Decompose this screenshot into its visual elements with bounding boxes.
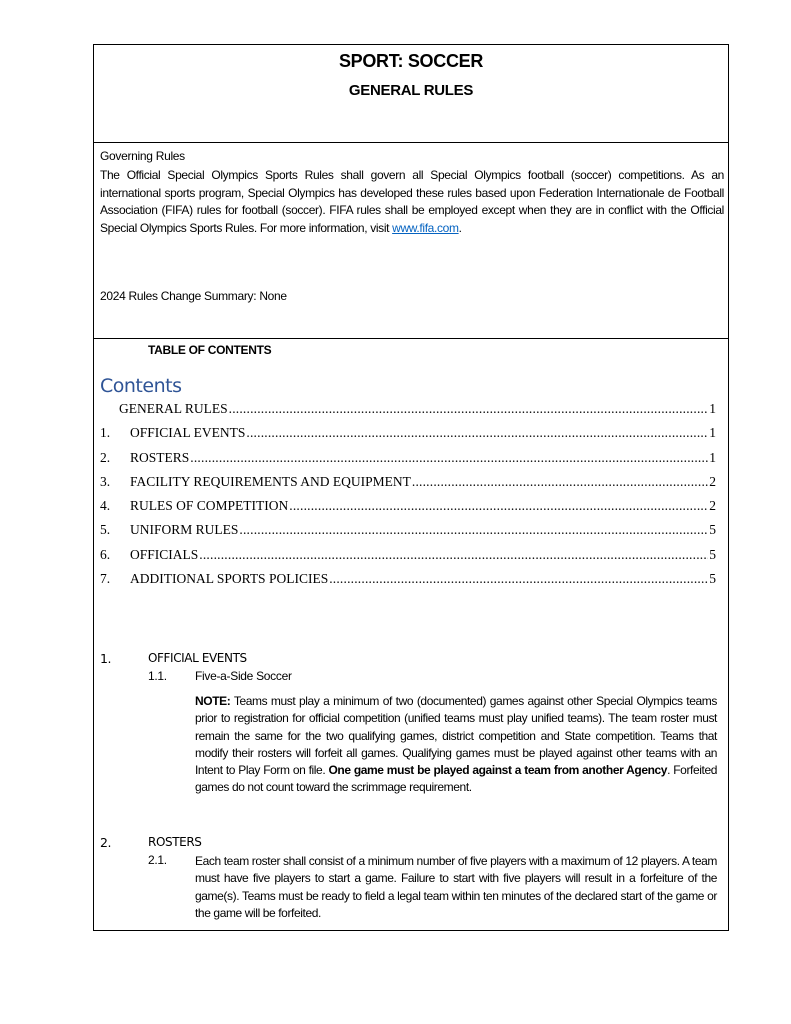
toc-entry-label: GENERAL RULES [119, 401, 228, 416]
toc-entry-label: ADDITIONAL SPORTS POLICIES [130, 571, 329, 587]
toc-entry-number: 6. [100, 546, 111, 562]
toc-entry[interactable] [94, 498, 716, 522]
toc-entry[interactable] [94, 547, 716, 571]
toc-entry-label: ROSTERS [130, 449, 190, 465]
toc-leader [190, 450, 708, 466]
document-frame [93, 44, 729, 931]
toc-leader [246, 425, 708, 441]
toc-entry-page: 1 [709, 401, 716, 416]
toc-entry-number: 4. [100, 498, 111, 514]
toc-entry-label: OFFICIAL EVENTS [130, 425, 246, 441]
toc-entry[interactable] [94, 450, 716, 474]
toc-entry-number: 7. [100, 571, 111, 587]
toc-entry-number: 3. [100, 473, 111, 489]
toc-leader [412, 474, 708, 490]
toc-entry-label: UNIFORM RULES [130, 522, 239, 538]
subsection-title: Five-a-Side Soccer [195, 669, 292, 683]
section-number: 2. [100, 835, 111, 850]
toc-entry[interactable] [94, 401, 716, 425]
toc-entry[interactable] [94, 425, 716, 449]
note-end: . Forfeited games do not count toward the scrimmage requirement. [195, 763, 717, 795]
toc-entry-page: 1 [709, 449, 716, 465]
rules-change-summary: 2024 Rules Change Summary: None [100, 289, 287, 303]
section-number: 1. [100, 651, 111, 666]
section-title: ROSTERS [148, 835, 202, 849]
general-rules-title: GENERAL RULES [348, 82, 474, 99]
toc-entry-label: FACILITY REQUIREMENTS AND EQUIPMENT [130, 473, 411, 489]
note-paragraph [195, 693, 717, 797]
toc-leader [229, 401, 709, 417]
toc-leader [239, 522, 708, 538]
toc-entry-page: 2 [709, 498, 716, 514]
divider [94, 338, 728, 339]
toc-entry-page: 5 [709, 546, 716, 562]
toc-heading: TABLE OF CONTENTS [148, 343, 272, 357]
toc-entry-page: 5 [709, 522, 716, 538]
toc-entry-label: OFFICIALS [130, 546, 199, 562]
toc-entry-page: 1 [709, 425, 716, 441]
table-of-contents [94, 401, 716, 595]
toc-entry[interactable] [94, 522, 716, 546]
toc-entry-number: 1. [100, 425, 111, 441]
fifa-link[interactable]: www.fifa.com [392, 220, 459, 235]
governing-rules-end: . [458, 220, 462, 235]
governing-rules-body: The Official Special Olympics Sports Rules shall govern all Special Olympics football (soccer) competitions. As an international sports program, Special Olympics has developed these rules based upon Federation Internationale de Football Association (FIFA) rules for football (soccer). FIFA rules shall be employed except when they are in conflict with the Official Special Olympics Sports Rules. For more information, visit [100, 168, 724, 235]
toc-leader [289, 498, 708, 514]
rosters-paragraph: Each team roster shall consist of a minimum number of five players with a maximum of 12 players. A team must have five players to start a game. Failure to start with five players will result in a forfeiture of the game(s). Teams must be ready to field a legal team within ten minutes of the declared start of the game or the game will be forfeited. [195, 854, 717, 920]
toc-entry-page: 5 [709, 571, 716, 587]
toc-entry-page: 2 [709, 473, 716, 489]
note-label: NOTE: [195, 694, 231, 708]
toc-entry[interactable] [94, 474, 716, 498]
toc-entry-number: 5. [100, 522, 111, 538]
divider [94, 142, 728, 143]
toc-entry-number: 2. [100, 449, 111, 465]
toc-leader [329, 571, 708, 587]
governing-rules-text [100, 167, 724, 237]
toc-leader [199, 547, 708, 563]
contents-title: Contents [100, 375, 182, 397]
toc-entry[interactable] [94, 571, 716, 595]
subsection-number: 2.1. [148, 853, 167, 867]
section-title: OFFICIAL EVENTS [148, 651, 247, 665]
subsection-number: 1.1. [148, 669, 167, 683]
note-text: Teams must play a minimum of two (documented) games against other Special Olympics teams prior to registration for official competition (unified teams must play unified teams). The team roster must remain the same for the two qualifying games, district competition and State competition. Teams that modify their rosters will forfeit all games. Qualifying games must be played against other teams with an Intent to Play Form on file. [195, 694, 717, 778]
toc-entry-label: RULES OF COMPETITION [130, 498, 289, 514]
sport-title: SPORT: SOCCER [338, 51, 484, 71]
note-emphasis: One game must be played against a team from another Agency [328, 763, 668, 778]
governing-rules-label: Governing Rules [100, 149, 185, 163]
